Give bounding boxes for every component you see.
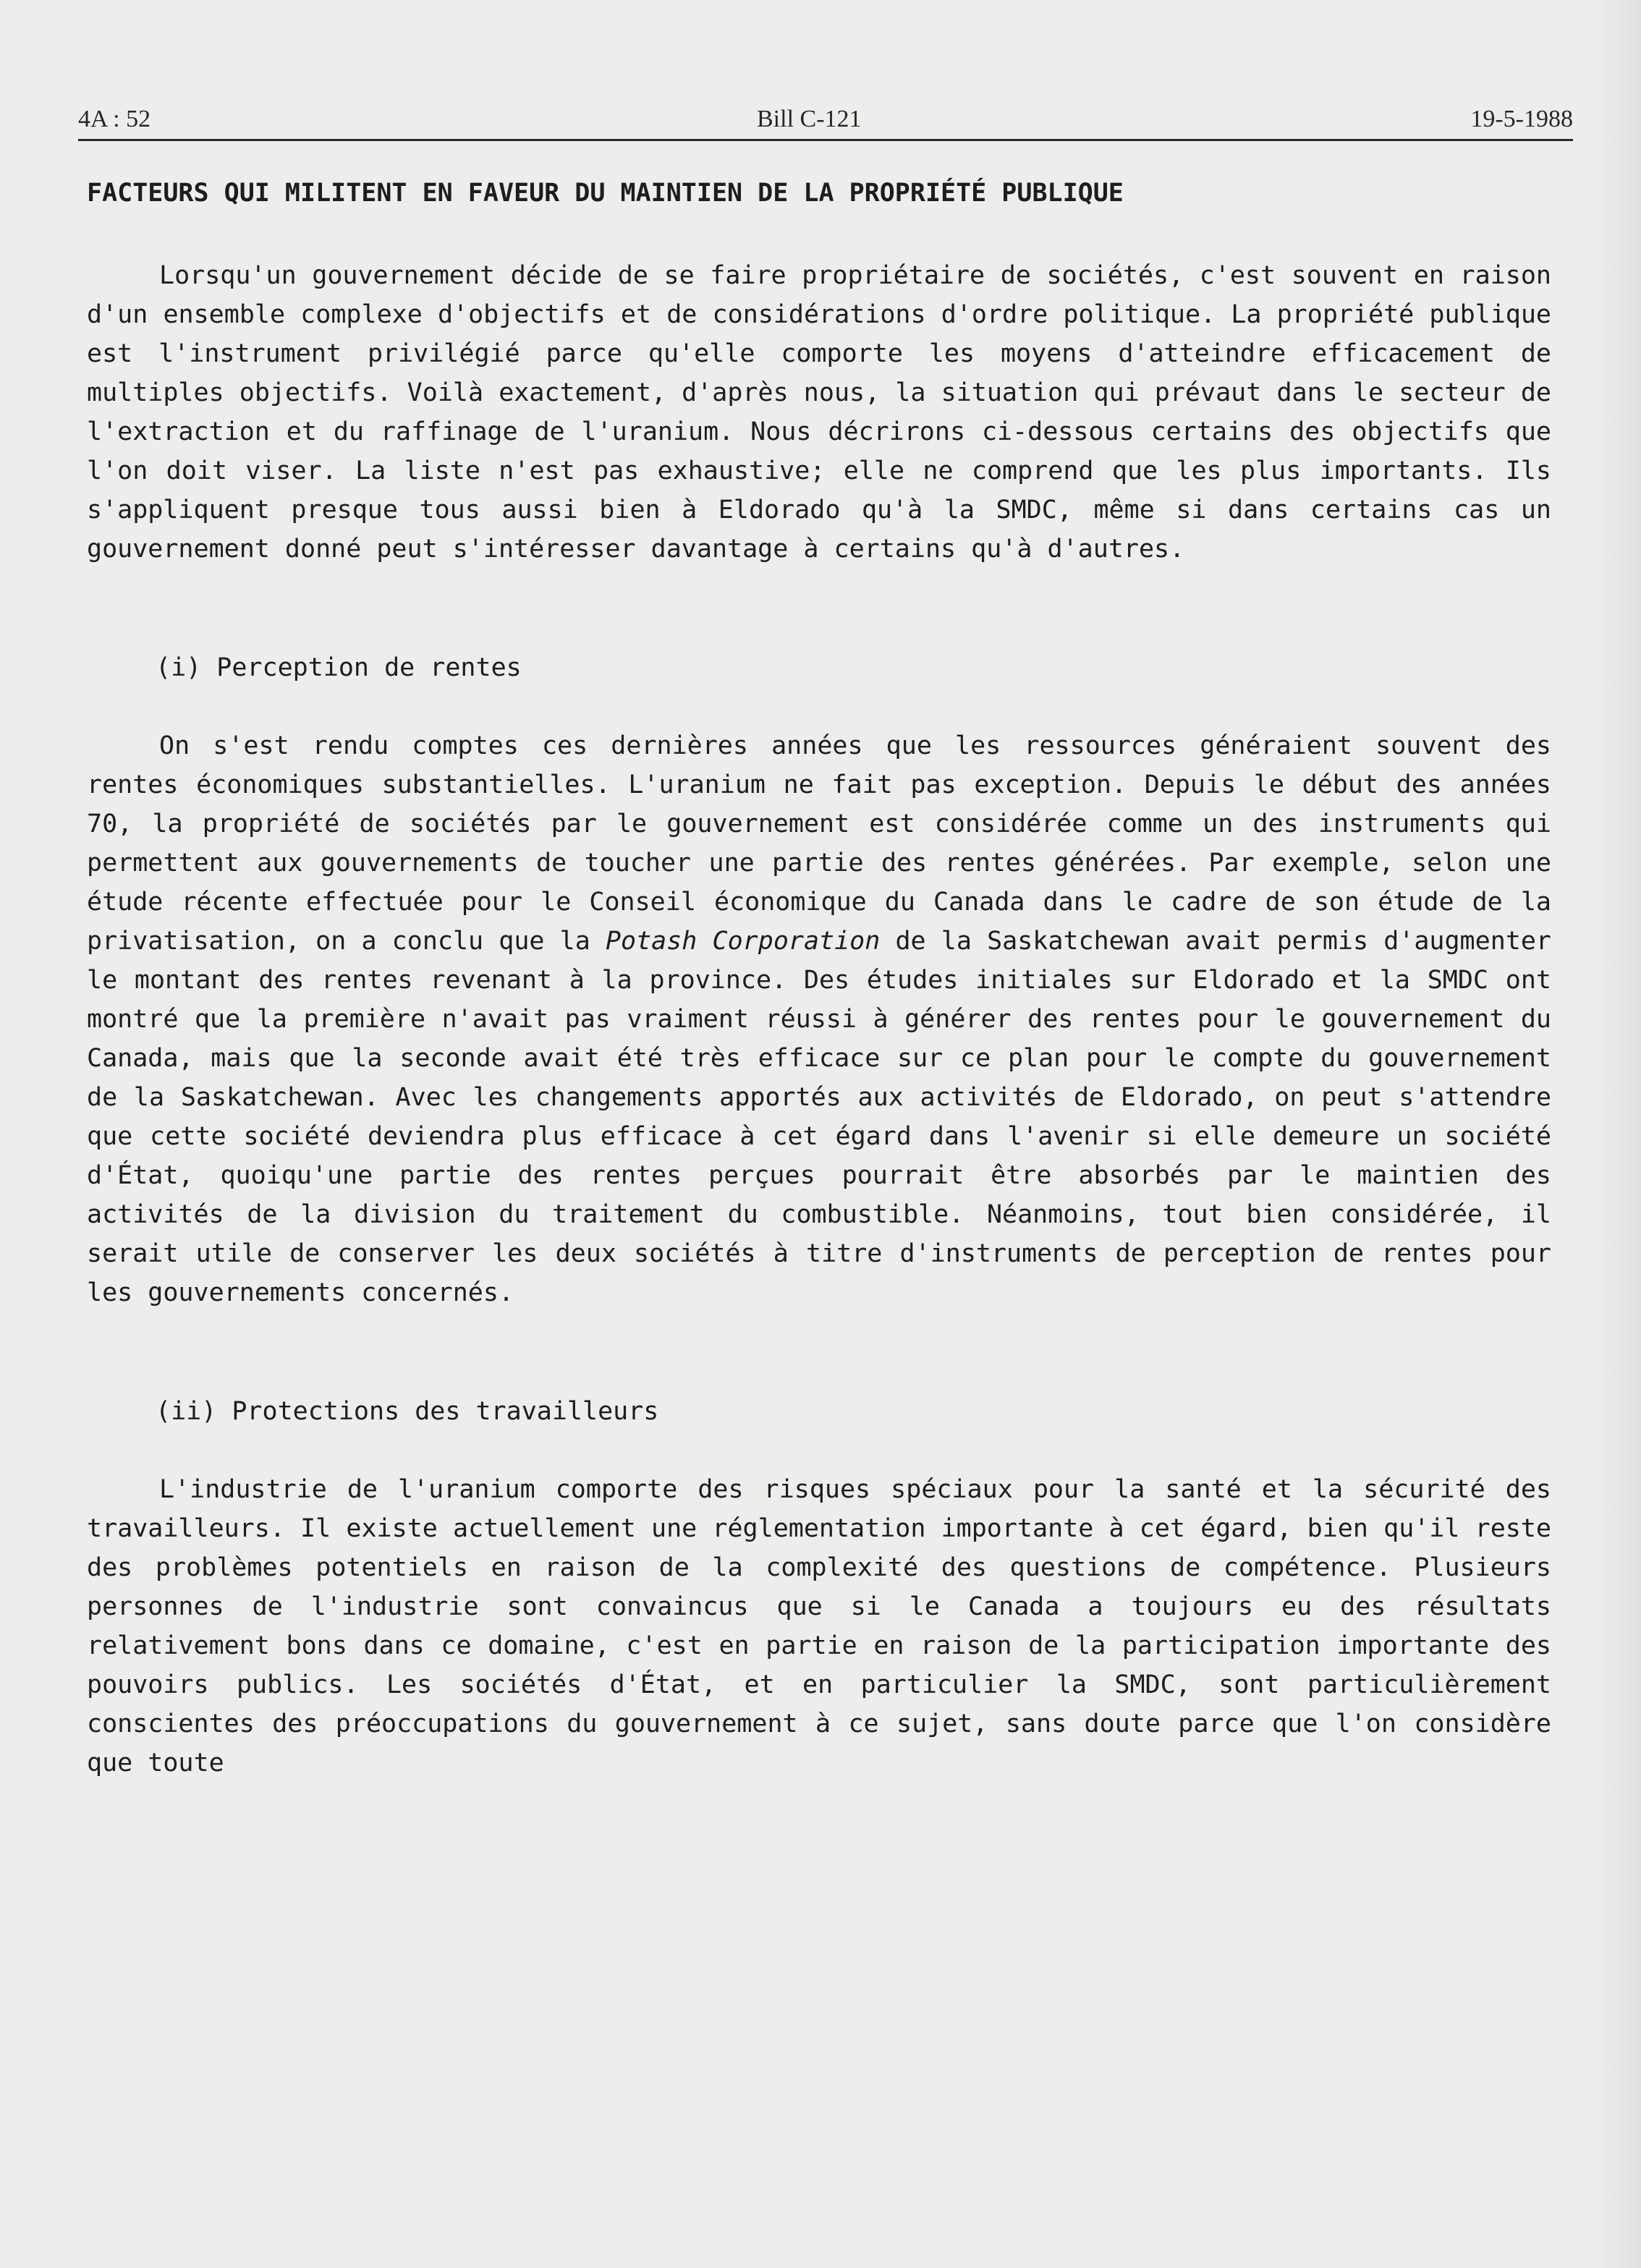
page-number: 4A : 52 (78, 106, 151, 132)
document-body (87, 174, 1551, 1783)
header-rule (78, 139, 1573, 141)
spacer (87, 569, 1551, 648)
intro-paragraph: Lorsqu'un gouvernement décide de se faire propriétaire de sociétés, c'est souvent en raison d'un ensemble complexe d'objectifs et de considérations d'ordre politique. La propriété publique est l'instrument privilégié parce qu'elle comporte les moyens d'atteindre efficacement de multiples objectifs. Voilà exactement, d'après nous, la situation qui prévaut dans le secteur de l'extraction et du raffinage de l'uranium. Nous décrirons ci-dessous certains des objectifs que l'on doit viser. La liste n'est pas exhaustive; elle ne comprend que les plus importants. Ils s'appliquent presque tous aussi bien à Eldorado qu'à la SMDC, même si dans certains cas un gouvernement donné peut s'intéresser davantage à certains qu'à d'autres. (87, 261, 1551, 564)
workers-paragraph: L'industrie de l'uranium comporte des risques spéciaux pour la santé et la sécurité des travailleurs. Il existe actuellement une réglementation importante à cet égard, bien qu'il reste des problèmes potentiels en raison de la complexité des questions de compétence. Plusieurs personnes de l'industrie sont convaincus que si le Canada a toujours eu des résultats relativement bons dans ce domaine, c'est en partie en raison de la participation importante des pouvoirs publics. Les sociétés d'État, et en particulier la SMDC, sont particulièrement conscientes des préoccupations du gouvernement à ce sujet, sans doute parce que l'on considère que toute (87, 1475, 1551, 1778)
subsection-title-rents: (i) Perception de rentes (156, 653, 522, 682)
page-date: 19-5-1988 (1470, 106, 1573, 132)
rents-paragraph-part-b: de la Saskatchewan avait permis d'augmenter le montant des rentes revenant à la province. Des études initiales sur Eldorado et la SMDC ont montré que la première n'avait pas vraiment réussi à générer des rentes pour le gouvernement du Canada, mais que la seconde avait été très efficace sur ce plan pour le compte du gouvernement de la Saskatchewan. Avec les changements apportés aux activités de Eldorado, on peut s'attendre que cette société deviendra plus efficace à cet égard dans l'avenir si elle demeure un société d'État, quoiqu'une partie des rentes perçues pourrait être absorbés par le maintien des activités de la division du traitement du combustible. Néanmoins, tout bien considérée, il serait utile de conserver les deux sociétés à titre d'instruments de perception de rentes pour les gouvernements concernés. (87, 927, 1551, 1307)
potash-corporation-name: Potash Corporation (605, 927, 881, 956)
rents-paragraph (87, 726, 1551, 1312)
subsection-title-workers: (ii) Protections des travailleurs (156, 1397, 659, 1426)
spacer (87, 687, 1551, 726)
page-header (78, 98, 1573, 142)
spacer (87, 1312, 1551, 1392)
section-title: FACTEURS QUI MILITENT EN FAVEUR DU MAINTIEN DE LA PROPRIÉTÉ PUBLIQUE (87, 179, 1124, 208)
page-edge-shadow (1598, 0, 1641, 2268)
bill-reference: Bill C-121 (757, 106, 862, 132)
rents-paragraph-part-a: On s'est rendu comptes ces dernières années que les ressources généraient souvent des rentes économiques substantielles. L'uranium ne fait pas exception. Depuis le début des années 70, la propriété de sociétés par le gouvernement est considérée comme un des instruments qui permettent aux gouvernements de toucher une partie des rentes générées. Par exemple, selon une étude récente effectuée pour le Conseil économique du Canada dans le cadre de son étude de la privatisation, on a conclu que la (87, 731, 1551, 956)
spacer (87, 1431, 1551, 1470)
spacer (87, 213, 1551, 256)
